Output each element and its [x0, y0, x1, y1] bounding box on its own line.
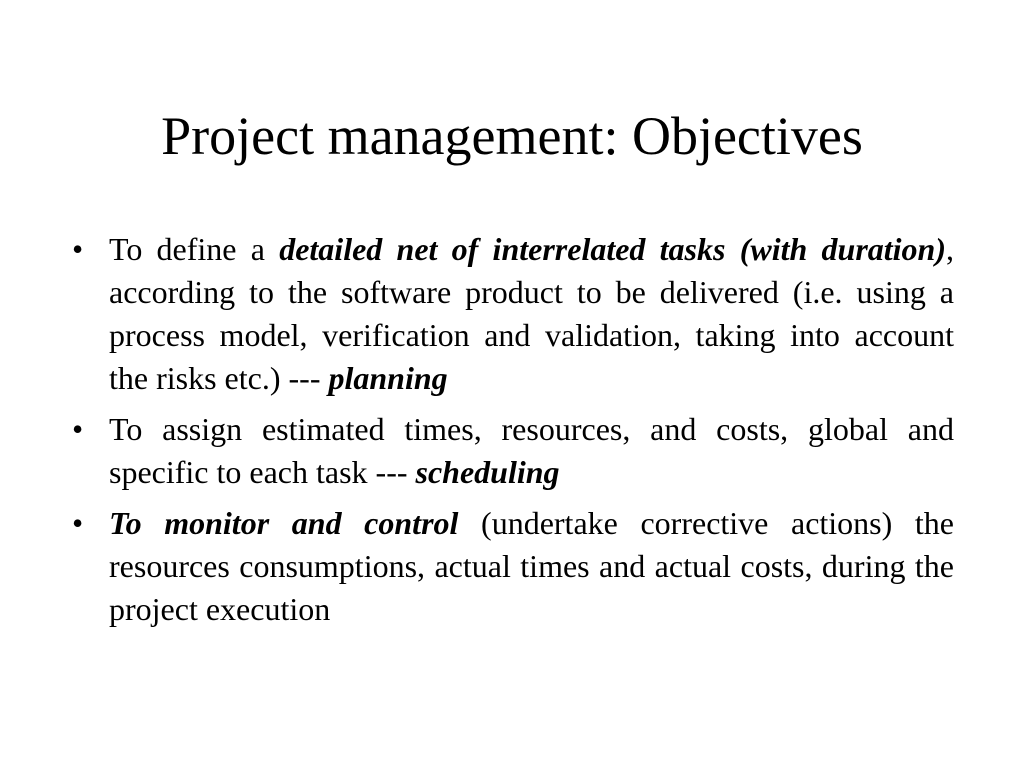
bullet-text: To assign estimated times, resources, and costs, global and specific to each task ---	[109, 411, 954, 490]
slide-title: Project management: Objectives	[161, 106, 863, 166]
bullet-icon: •	[72, 505, 84, 541]
bullet-list	[70, 228, 954, 639]
bullet-keyword: scheduling	[415, 454, 560, 490]
bullet-item-scheduling	[70, 408, 954, 494]
bullet-item-monitoring	[70, 502, 954, 631]
bullet-text: (undertake corrective actions) the resources consumptions, actual times and actual costs, during the project execution	[109, 505, 955, 627]
bullet-icon: •	[72, 411, 84, 447]
bullet-emphasis: detailed net of interrelated tasks (with duration)	[279, 231, 947, 267]
bullet-lead-text: To define a	[109, 231, 280, 267]
bullet-keyword: planning	[328, 360, 448, 396]
bullet-item-planning	[70, 228, 954, 400]
bullet-icon: •	[72, 231, 84, 267]
bullet-text: , according to the software product to be delivered (i.e. using a process model, verification and validation, taking into account the risks etc.) ---	[109, 231, 955, 396]
bullet-emphasis: To monitor and control	[109, 505, 459, 541]
